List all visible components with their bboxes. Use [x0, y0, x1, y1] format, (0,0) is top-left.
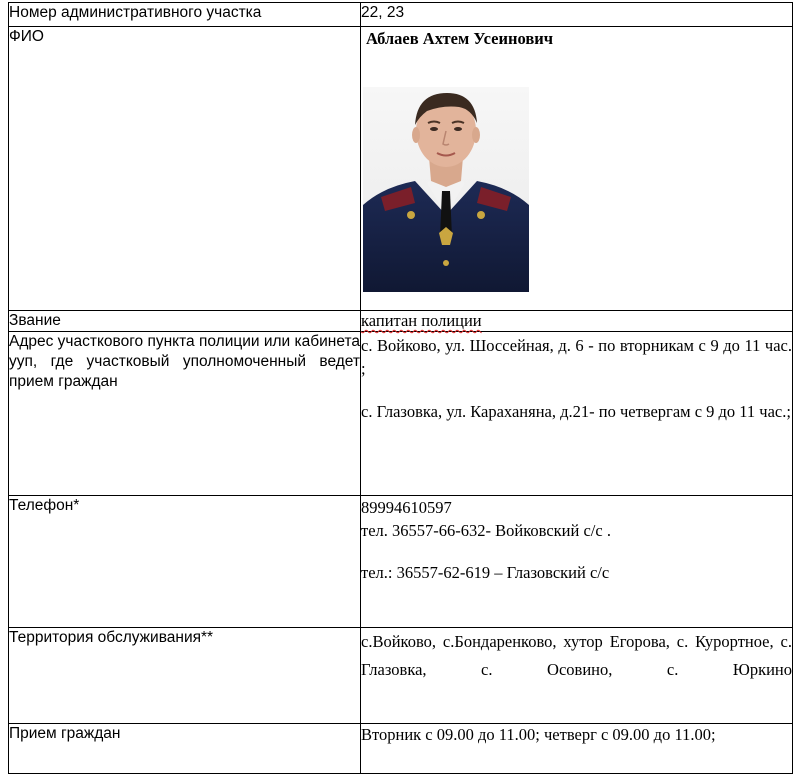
row-phone	[9, 496, 793, 628]
row-territory	[9, 628, 793, 724]
reception-label: Прием граждан	[9, 724, 361, 774]
phone-tel-1: тел. 36557-66-632- Войковский с/с .	[361, 521, 611, 540]
phone-label: Телефон*	[9, 496, 361, 628]
fio-label: ФИО	[9, 27, 361, 311]
address-line-2: с. Глазовка, ул. Караханяна, д.21- по четвергам с 9 до 11 час.;	[361, 402, 791, 421]
row-address	[9, 332, 793, 496]
officer-photo	[363, 87, 529, 292]
district-label: Номер административного участка	[9, 3, 361, 27]
rank-cell	[361, 311, 793, 332]
row-fio	[9, 27, 793, 311]
officer-portrait-icon	[363, 87, 529, 292]
reception-value: Вторник с 09.00 до 11.00; четверг с 09.00 до 11.00;	[361, 724, 793, 774]
phone-cell	[361, 496, 793, 628]
address-line-1: с. Войково, ул. Шоссейная, д. 6 - по вторникам с 9 до 11 час. ;	[361, 336, 792, 378]
row-district	[9, 3, 793, 27]
territory-value: с.Войково, с.Бондаренково, хутор Егорова, с. Курортное, с. Глазовка, с. Осовино, с. Юркино	[361, 628, 793, 724]
phone-mobile: 89994610597	[361, 498, 452, 517]
officer-name: Аблаев Ахтем Усеинович	[366, 29, 554, 48]
officer-info-table	[8, 2, 793, 774]
rank-label: Звание	[9, 311, 361, 332]
phone-tel-2: тел.: 36557-62-619 – Глазовский с/с	[361, 563, 610, 582]
address-cell	[361, 332, 793, 496]
address-label: Адрес участкового пункта полиции или кабинета ууп, где участковый уполномоченный ведет прием граждан	[9, 332, 361, 496]
district-value: 22, 23	[361, 3, 793, 27]
row-reception	[9, 724, 793, 774]
rank-value: капитан полиции	[361, 311, 482, 330]
row-rank	[9, 311, 793, 332]
territory-label: Территория обслуживания**	[9, 628, 361, 724]
fio-cell	[361, 27, 793, 311]
